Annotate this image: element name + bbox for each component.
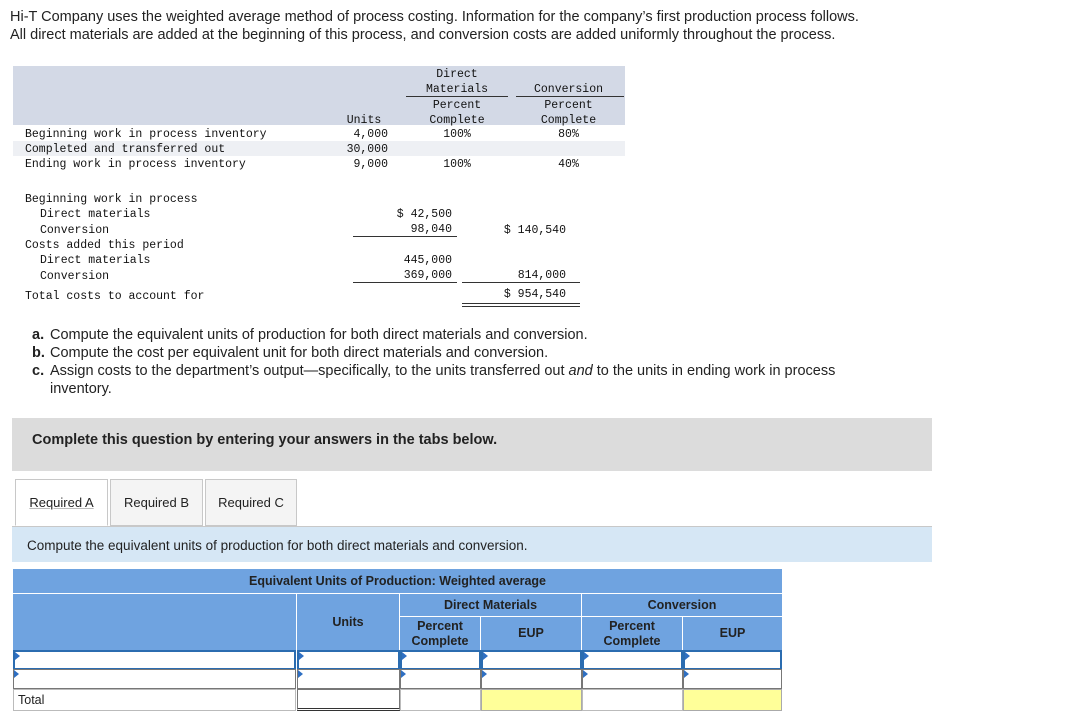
row-dm-pct: 100%	[443, 128, 471, 141]
tab-label: Required C	[218, 495, 284, 510]
input-marker-icon	[583, 670, 588, 678]
tab-required-a[interactable]	[15, 479, 108, 526]
row-label: Completed and transferred out	[25, 143, 226, 156]
row-label: Ending work in process inventory	[25, 158, 246, 171]
question-a-tag: a.	[32, 327, 45, 343]
input-marker-icon	[401, 670, 406, 678]
conv-label: Conversion	[40, 224, 110, 237]
dm-eup-header: EUP	[481, 617, 581, 650]
row2-dm-pct-input[interactable]	[400, 669, 481, 689]
total-label: Total costs to account for	[25, 290, 205, 303]
dm-header-line4: Complete	[429, 114, 485, 127]
question-b	[32, 344, 835, 362]
tab-required-b[interactable]	[110, 479, 203, 526]
total-dm-pct-empty	[400, 689, 481, 711]
tab-instruction	[12, 527, 932, 562]
input-marker-icon	[402, 652, 407, 660]
cv-header-rule	[516, 96, 624, 97]
total-cv-pct-empty	[582, 689, 683, 711]
tab-required-c[interactable]	[205, 479, 297, 526]
grand-total-rule	[462, 303, 580, 304]
row-label: Beginning work in process inventory	[25, 128, 267, 141]
beg-total: $ 140,540	[503, 224, 566, 237]
conv-amount: 98,040	[410, 223, 452, 236]
row-units: 9,000	[353, 158, 388, 171]
question-c-text-1: Assign costs to the department’s output—specifically, to the units transferred out	[50, 363, 569, 379]
cv-header-line2: Percent	[544, 99, 593, 112]
intro-line-1: Hi-T Company uses the weighted average method of process costing. Information for the company’s first production process follows.	[10, 9, 859, 25]
total-units-input[interactable]	[297, 689, 400, 711]
added-rule	[353, 282, 457, 283]
dm-header-line2: Materials	[425, 83, 489, 96]
question-list	[32, 326, 835, 398]
row2-label-input[interactable]	[13, 669, 296, 689]
row-cv-pct: 40%	[558, 158, 579, 171]
question-c-and: and	[568, 363, 593, 379]
grand-total: $ 954,540	[503, 288, 566, 301]
tab-label: Required A	[29, 495, 94, 510]
input-marker-icon	[684, 670, 689, 678]
instruction-text: Compute the equivalent units of production for both direct materials and conversion.	[27, 538, 528, 553]
row-dm-pct: 100%	[443, 158, 471, 171]
input-marker-icon	[685, 652, 690, 660]
dm-header-line3: Percent	[432, 99, 482, 112]
dm-label: Direct materials	[40, 208, 151, 221]
row1-units-input[interactable]	[297, 650, 400, 670]
dm2-label: Direct materials	[40, 254, 151, 267]
input-marker-icon	[15, 652, 20, 660]
input-marker-icon	[14, 670, 19, 678]
beg-wip-label: Beginning work in process	[25, 193, 198, 206]
total-rule-top	[462, 282, 580, 283]
row1-cv-pct-input[interactable]	[582, 650, 683, 670]
eup-title: Equivalent Units of Production: Weighted average	[248, 573, 547, 588]
input-marker-icon	[298, 670, 303, 678]
banner-text: Complete this question by entering your answers in the tabs below.	[32, 432, 498, 448]
dm-group-header: Direct Materials	[400, 594, 581, 616]
question-c-tag: c.	[32, 363, 45, 379]
question-c	[32, 362, 835, 398]
conv2-amount: 369,000	[403, 269, 452, 282]
cv-group-header: Conversion	[582, 594, 782, 616]
subtotal-rule	[353, 236, 457, 237]
row2-dm-eup-input[interactable]	[481, 669, 582, 689]
input-marker-icon	[584, 652, 589, 660]
input-marker-icon	[483, 652, 488, 660]
question-a	[32, 326, 835, 344]
dm-amount: $ 42,500	[396, 208, 452, 221]
row1-label-input[interactable]	[13, 650, 296, 670]
question-c-text-2: to the units in ending work in process	[592, 363, 836, 379]
cv-eup-header: EUP	[683, 617, 782, 650]
row1-dm-pct-input[interactable]	[400, 650, 481, 670]
input-marker-icon	[482, 670, 487, 678]
dm-pct-header: Percent Complete	[400, 617, 480, 650]
units-header: Units	[332, 614, 364, 629]
row2-cv-pct-input[interactable]	[582, 669, 683, 689]
input-marker-icon	[299, 652, 304, 660]
dm2-amount: 445,000	[403, 254, 452, 267]
row-units: 4,000	[353, 128, 388, 141]
row2-cv-eup-input[interactable]	[683, 669, 782, 689]
cv-header-line3: Complete	[540, 114, 597, 127]
question-a-text: Compute the equivalent units of production for both direct materials and conversion.	[50, 327, 588, 343]
grand-total-double-rule	[462, 306, 580, 307]
problem-intro	[10, 8, 1080, 44]
conv2-label: Conversion	[40, 270, 110, 283]
cv-pct-header: Percent Complete	[582, 617, 682, 650]
question-b-tag: b.	[32, 345, 45, 361]
instruction-banner	[12, 418, 932, 471]
row-cv-pct: 80%	[558, 128, 579, 141]
eup-table	[13, 569, 782, 714]
eup-title-row	[13, 569, 782, 593]
total-cv-eup-cell	[683, 689, 782, 711]
row-units: 30,000	[346, 143, 388, 156]
tab-label: Required B	[123, 495, 190, 510]
added-total: 814,000	[517, 269, 566, 282]
question-c-text-3: inventory.	[50, 381, 112, 397]
row2-units-input[interactable]	[297, 669, 400, 689]
total-label: Total	[13, 689, 296, 711]
dm-header-line1: Direct	[436, 68, 478, 81]
row1-dm-eup-input[interactable]	[481, 650, 582, 670]
row1-cv-eup-input[interactable]	[683, 650, 782, 670]
added-label: Costs added this period	[25, 239, 184, 252]
total-dm-eup-cell	[481, 689, 582, 711]
cv-header-line1: Conversion	[533, 83, 603, 96]
intro-line-2: All direct materials are added at the beginning of this process, and conversion costs are added uniformly throughout the process.	[10, 27, 836, 43]
question-b-text: Compute the cost per equivalent unit for both direct materials and conversion.	[50, 345, 549, 361]
units-header: Units	[346, 114, 382, 127]
dm-header-rule	[406, 96, 508, 97]
